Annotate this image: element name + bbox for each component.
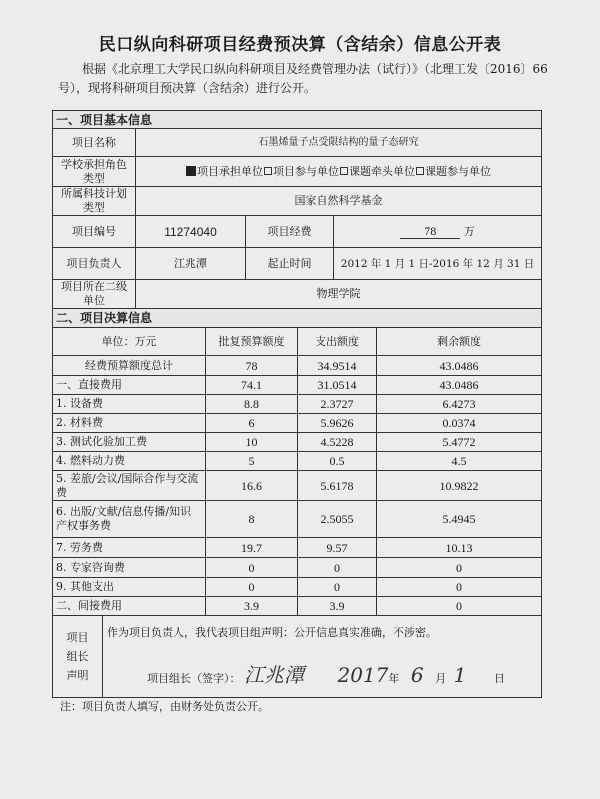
statement-label: 项目组长声明: [53, 616, 103, 698]
cell-remaining: 6.4273: [377, 395, 542, 414]
cell-spent: 34.9514: [298, 356, 377, 376]
cell-budget: 0: [206, 558, 298, 578]
unchecked-box-icon: [340, 167, 348, 175]
budget-row: [53, 538, 542, 558]
cell-spent: 9.57: [298, 538, 377, 558]
cell-budget: 8.8: [206, 395, 298, 414]
cell-spent: 0: [298, 578, 377, 597]
month-char: 月: [435, 672, 447, 685]
year-char: 年: [388, 672, 400, 685]
cell-spent: 2.3727: [298, 395, 377, 414]
unit-value: 物理学院: [136, 280, 542, 309]
budget-row: [53, 558, 542, 578]
funding-value: 78: [400, 224, 460, 239]
cell-remaining: 43.0486: [377, 376, 542, 395]
cell-budget: 6: [206, 414, 298, 433]
date-year: 2017: [337, 663, 389, 687]
cell-spent: 3.9: [298, 597, 377, 616]
column-header: 剩余额度: [377, 328, 542, 356]
role-option: 项目承担单位: [197, 164, 263, 178]
cell-budget: 19.7: [206, 538, 298, 558]
number-label: 项目编号: [53, 216, 136, 248]
cell-budget: 16.6: [206, 471, 298, 501]
cell-budget: 10: [206, 433, 298, 452]
cell-remaining: 0.0374: [377, 414, 542, 433]
row-label: 1. 设备费: [53, 395, 206, 414]
cell-budget: 3.9: [206, 597, 298, 616]
cell-spent: 5.6178: [298, 471, 377, 501]
section2-heading: 二、项目决算信息: [53, 309, 542, 328]
statement-text: 作为项目负责人，我代表项目组声明：公开信息真实准确，不涉密。: [107, 626, 437, 639]
cell-budget: 5: [206, 452, 298, 471]
section1-heading: 一、项目基本信息: [53, 111, 542, 129]
date-month: 6: [410, 663, 424, 687]
row-label: 7. 劳务费: [53, 538, 206, 558]
row-label: 一、直接费用: [53, 376, 206, 395]
cell-remaining: 5.4772: [377, 433, 542, 452]
budget-row: [53, 356, 542, 376]
cell-remaining: 5.4945: [377, 501, 542, 538]
budget-row: [53, 414, 542, 433]
cell-budget: 8: [206, 501, 298, 538]
role-option: 课题参与单位: [425, 164, 491, 178]
signature-line: [107, 663, 537, 687]
cell-budget: 78: [206, 356, 298, 376]
cell-remaining: 10.13: [377, 538, 542, 558]
cell-spent: 0: [298, 558, 377, 578]
unchecked-box-icon: [264, 167, 272, 175]
row-label: 6. 出版/文献/信息传播/知识产权事务费: [53, 501, 206, 538]
row-label: 4. 燃料动力费: [53, 452, 206, 471]
row-label: 8. 专家咨询费: [53, 558, 206, 578]
role-label: 学校承担角色类型: [53, 157, 136, 187]
footnote: 注：项目负责人填写，由财务处负责公开。: [60, 700, 269, 713]
role-option: 课题牵头单位: [349, 164, 415, 178]
budget-row: [53, 433, 542, 452]
leader-label: 项目负责人: [53, 248, 136, 280]
column-header: 单位：万元: [53, 328, 206, 356]
cell-remaining: 0: [377, 578, 542, 597]
unit-label: 项目所在二级单位: [53, 280, 136, 309]
signature: 江兆潭: [244, 663, 304, 687]
sign-label: 项目组长（签字）：: [147, 672, 241, 685]
column-header: 批复预算额度: [206, 328, 298, 356]
cell-spent: 2.5055: [298, 501, 377, 538]
budget-row: [53, 452, 542, 471]
statement-table: [52, 615, 542, 698]
cell-remaining: 0: [377, 558, 542, 578]
funding-unit: 万: [463, 225, 475, 238]
plan-label: 所属科技计划类型: [53, 187, 136, 216]
statement-cell: [103, 616, 542, 698]
intro-paragraph: 根据《北京理工大学民口纵向科研项目及经费管理办法（试行）》（北理工发〔2016〕66号），现将科研项目预决算（含结余）进行公开。: [58, 62, 548, 95]
project-name-label: 项目名称: [53, 129, 136, 157]
row-label: 3. 测试化验加工费: [53, 433, 206, 452]
row-label: 2. 材料费: [53, 414, 206, 433]
cell-spent: 31.0514: [298, 376, 377, 395]
leader-value: 江兆潭: [136, 248, 246, 280]
column-header: 支出额度: [298, 328, 377, 356]
unchecked-box-icon: [416, 167, 424, 175]
cell-budget: 0: [206, 578, 298, 597]
row-label: 经费预算额度总计: [53, 356, 206, 376]
page-title: 民口纵向科研项目经费预决算（含结余）信息公开表: [98, 35, 502, 55]
funding-cell: [334, 216, 542, 248]
budget-row: [53, 376, 542, 395]
row-label: 二、间接费用: [53, 597, 206, 616]
row-label: 5. 差旅/会议/国际合作与交流费: [53, 471, 206, 501]
budget-row: [53, 501, 542, 538]
budget-table: [52, 327, 542, 616]
funding-label: 项目经费: [246, 216, 334, 248]
date-day: 1: [453, 663, 467, 687]
budget-row: [53, 578, 542, 597]
row-label: 9. 其他支出: [53, 578, 206, 597]
project-name-value: 石墨烯量子点受限结构的量子态研究: [136, 129, 542, 157]
cell-spent: 4.5228: [298, 433, 377, 452]
budget-row: [53, 395, 542, 414]
checked-box-icon: [186, 166, 196, 176]
cell-remaining: 0: [377, 597, 542, 616]
period-value: 2012 年 1 月 1 日-2016 年 12 月 31 日: [334, 248, 542, 280]
role-option: 项目参与单位: [273, 164, 339, 178]
cell-budget: 74.1: [206, 376, 298, 395]
plan-value: 国家自然科学基金: [136, 187, 542, 216]
cell-remaining: 10.9822: [377, 471, 542, 501]
role-options: [136, 157, 542, 187]
day-char: 日: [493, 672, 505, 685]
cell-spent: 5.9626: [298, 414, 377, 433]
budget-row: [53, 471, 542, 501]
basic-info-table: [52, 110, 542, 328]
cell-spent: 0.5: [298, 452, 377, 471]
period-label: 起止时间: [246, 248, 334, 280]
cell-remaining: 4.5: [377, 452, 542, 471]
cell-remaining: 43.0486: [377, 356, 542, 376]
number-value: 11274040: [136, 216, 246, 248]
budget-row: [53, 597, 542, 616]
